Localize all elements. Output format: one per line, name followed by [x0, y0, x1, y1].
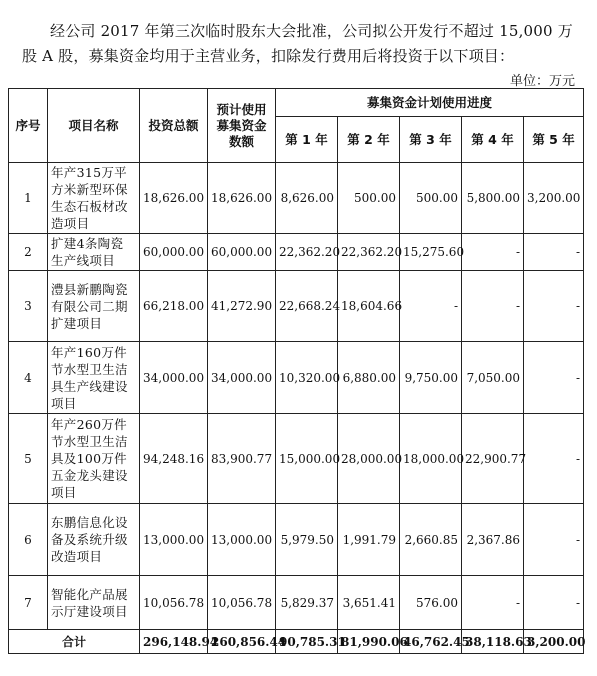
row-year-4: - [462, 271, 524, 342]
table-row [9, 576, 584, 630]
total-year-2: 81,990.06 [338, 630, 400, 654]
row-idx: 3 [9, 271, 48, 342]
row-year-2: 28,000.00 [338, 414, 400, 504]
row-year-1: 8,626.00 [276, 163, 338, 234]
header-total: 投资总额 [140, 89, 208, 163]
row-idx: 5 [9, 414, 48, 504]
row-year-3: 2,660.85 [400, 504, 462, 576]
table-row [9, 414, 584, 504]
intro-paragraph: 经公司 2017 年第三次临时股东大会批准，公司拟公开发行不超过 15,000 万股 A 股，募集资金均用于主营业务，扣除发行费用后将投资于以下项目： [22, 22, 573, 65]
header-idx: 序号 [9, 89, 48, 163]
row-name: 年产160万件节水型卫生洁具生产线建设项目 [48, 342, 140, 414]
row-total: 18,626.00 [140, 163, 208, 234]
row-year-3: - [400, 271, 462, 342]
header-year-3: 第 3 年 [400, 117, 462, 163]
total-planned: 260,856.44 [208, 630, 276, 654]
total-label: 合计 [9, 630, 140, 654]
row-year-3: 9,750.00 [400, 342, 462, 414]
row-year-5: - [524, 414, 584, 504]
row-year-5: - [524, 342, 584, 414]
investment-table [8, 88, 584, 654]
row-idx: 1 [9, 163, 48, 234]
total-year-1: 90,785.31 [276, 630, 338, 654]
header-year-4: 第 4 年 [462, 117, 524, 163]
row-planned: 60,000.00 [208, 234, 276, 271]
header-progress: 募集资金计划使用进度 [276, 89, 584, 117]
row-name: 东鹏信息化设备及系统升级改造项目 [48, 504, 140, 576]
row-year-1: 22,668.24 [276, 271, 338, 342]
total-row [9, 630, 584, 654]
row-idx: 6 [9, 504, 48, 576]
row-year-1: 10,320.00 [276, 342, 338, 414]
total-year-3: 46,762.45 [400, 630, 462, 654]
row-year-5: - [524, 576, 584, 630]
unit-label: 单位：万元 [509, 74, 575, 89]
row-year-2: 1,991.79 [338, 504, 400, 576]
row-year-5: - [524, 504, 584, 576]
row-year-1: 5,829.37 [276, 576, 338, 630]
row-year-4: 7,050.00 [462, 342, 524, 414]
row-year-5: - [524, 234, 584, 271]
row-planned: 34,000.00 [208, 342, 276, 414]
row-year-1: 5,979.50 [276, 504, 338, 576]
table-row [9, 504, 584, 576]
row-year-4: 5,800.00 [462, 163, 524, 234]
table-row [9, 271, 584, 342]
row-planned: 18,626.00 [208, 163, 276, 234]
table-row [9, 342, 584, 414]
row-year-4: 2,367.86 [462, 504, 524, 576]
table-row [9, 163, 584, 234]
row-year-2: 18,604.66 [338, 271, 400, 342]
row-year-3: 500.00 [400, 163, 462, 234]
row-year-4: 22,900.77 [462, 414, 524, 504]
header-name: 项目名称 [48, 89, 140, 163]
row-year-4: - [462, 234, 524, 271]
row-planned: 83,900.77 [208, 414, 276, 504]
row-total: 13,000.00 [140, 504, 208, 576]
row-year-5: 3,200.00 [524, 163, 584, 234]
row-total: 94,248.16 [140, 414, 208, 504]
row-name: 澧县新鹏陶瓷有限公司二期扩建项目 [48, 271, 140, 342]
row-year-2: 500.00 [338, 163, 400, 234]
row-name: 年产260万件节水型卫生洁具及100万件五金龙头建设项目 [48, 414, 140, 504]
row-year-1: 15,000.00 [276, 414, 338, 504]
row-planned: 41,272.90 [208, 271, 276, 342]
row-year-2: 6,880.00 [338, 342, 400, 414]
row-year-5: - [524, 271, 584, 342]
header-planned: 预计使用募集资金数额 [208, 89, 276, 163]
row-year-2: 22,362.20 [338, 234, 400, 271]
total-year-5: 3,200.00 [524, 630, 584, 654]
row-idx: 7 [9, 576, 48, 630]
row-planned: 10,056.78 [208, 576, 276, 630]
row-total: 10,056.78 [140, 576, 208, 630]
row-year-4: - [462, 576, 524, 630]
row-total: 66,218.00 [140, 271, 208, 342]
row-year-3: 15,275.60 [400, 234, 462, 271]
row-total: 60,000.00 [140, 234, 208, 271]
header-year-1: 第 1 年 [276, 117, 338, 163]
row-year-2: 3,651.41 [338, 576, 400, 630]
total-total: 296,148.94 [140, 630, 208, 654]
row-year-3: 576.00 [400, 576, 462, 630]
header-year-2: 第 2 年 [338, 117, 400, 163]
table-row [9, 234, 584, 271]
header-year-5: 第 5 年 [524, 117, 584, 163]
row-idx: 4 [9, 342, 48, 414]
row-planned: 13,000.00 [208, 504, 276, 576]
row-name: 智能化产品展示厅建设项目 [48, 576, 140, 630]
row-year-1: 22,362.20 [276, 234, 338, 271]
row-name: 年产315万平方米新型环保生态石板材改造项目 [48, 163, 140, 234]
row-idx: 2 [9, 234, 48, 271]
row-year-3: 18,000.00 [400, 414, 462, 504]
row-name: 扩建4条陶瓷生产线项目 [48, 234, 140, 271]
total-year-4: 38,118.63 [462, 630, 524, 654]
row-total: 34,000.00 [140, 342, 208, 414]
